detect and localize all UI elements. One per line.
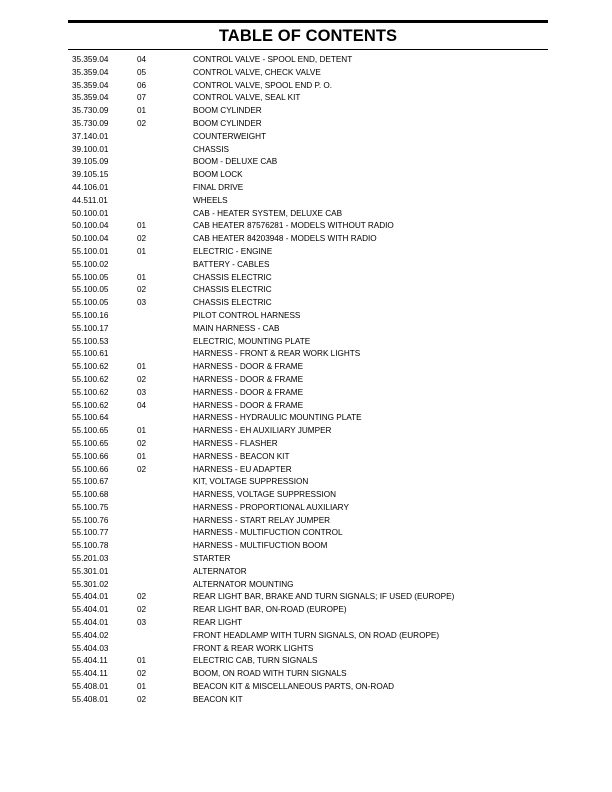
sub-number: 01 <box>137 272 147 282</box>
toc-entry <box>0 272 612 285</box>
entry-description: ALTERNATOR MOUNTING <box>193 579 294 589</box>
toc-entry <box>0 348 612 361</box>
toc-entry <box>0 579 612 592</box>
entry-description: CAB HEATER 87576281 - MODELS WITHOUT RADIO <box>193 221 394 231</box>
toc-entry <box>0 310 612 323</box>
entry-description: CONTROL VALVE - SPOOL END, DETENT <box>193 55 353 64</box>
section-code: 35.359.04 <box>72 67 109 77</box>
entry-description: HARNESS - EU ADAPTER <box>193 464 292 474</box>
entry-description: BOOM LOCK <box>193 170 243 180</box>
entry-description: HARNESS - PROPORTIONAL AUXILIARY <box>193 502 349 512</box>
entry-description: HARNESS - DOOR & FRAME <box>193 374 304 384</box>
toc-entry <box>0 208 612 221</box>
section-code: 55.100.62 <box>72 374 109 384</box>
toc-entry <box>0 80 612 93</box>
toc-entry <box>0 668 612 681</box>
toc-entry <box>0 54 612 67</box>
toc-entry <box>0 169 612 182</box>
section-code: 55.100.76 <box>72 515 109 525</box>
sub-number: 03 <box>137 387 147 397</box>
toc-entry <box>0 515 612 528</box>
toc-entry <box>0 681 612 694</box>
entry-description: PILOT CONTROL HARNESS <box>193 310 301 320</box>
toc-entry <box>0 220 612 233</box>
entry-description: REAR LIGHT BAR, BRAKE AND TURN SIGNALS; IF USED (EUROPE) <box>193 592 455 602</box>
entry-description: CONTROL VALVE, SPOOL END P. O. <box>193 80 333 90</box>
section-code: 55.404.11 <box>72 669 108 679</box>
toc-entry <box>0 144 612 157</box>
section-code: 55.100.17 <box>72 323 109 333</box>
section-code: 35.730.09 <box>72 106 109 116</box>
section-code: 44.511.01 <box>72 195 108 205</box>
entry-description: ELECTRIC, MOUNTING PLATE <box>193 336 311 346</box>
toc-entry <box>0 464 612 477</box>
entry-description: ALTERNATOR <box>193 566 247 576</box>
entry-description: FINAL DRIVE <box>193 182 244 192</box>
entry-description: BEACON KIT & MISCELLANEOUS PARTS, ON-ROAD <box>193 682 395 692</box>
section-code: 55.100.66 <box>72 451 109 461</box>
entry-description: REAR LIGHT BAR, ON-ROAD (EUROPE) <box>193 605 347 615</box>
section-code: 55.404.11 <box>72 656 108 666</box>
entry-description: HARNESS - START RELAY JUMPER <box>193 515 331 525</box>
section-code: 55.100.16 <box>72 310 109 320</box>
sub-number: 01 <box>137 362 147 372</box>
toc-entry <box>0 540 612 553</box>
sub-number: 01 <box>137 221 147 231</box>
toc-entry <box>0 655 612 668</box>
entry-description: BOOM, ON ROAD WITH TURN SIGNALS <box>193 669 347 679</box>
toc-entry <box>0 604 612 617</box>
sub-number: 02 <box>137 234 147 244</box>
entry-description: HARNESS, VOLTAGE SUPPRESSION <box>193 490 337 500</box>
section-code: 55.100.65 <box>72 426 109 436</box>
entry-description: BOOM - DELUXE CAB <box>193 157 278 167</box>
sub-number: 01 <box>137 246 147 256</box>
toc-entry <box>0 553 612 566</box>
toc-entry <box>0 361 612 374</box>
toc-entry <box>0 489 612 502</box>
sub-number: 02 <box>137 285 147 295</box>
section-code: 55.301.01 <box>72 566 109 576</box>
sub-number: 07 <box>137 93 147 103</box>
entry-description: HARNESS - BEACON KIT <box>193 451 290 461</box>
section-code: 55.404.02 <box>72 630 109 640</box>
toc-entry <box>0 527 612 540</box>
sub-number: 02 <box>137 694 147 704</box>
entry-description: HARNESS - EH AUXILIARY JUMPER <box>193 426 332 436</box>
sub-number: 04 <box>137 55 147 64</box>
toc-entry <box>0 425 612 438</box>
toc-entry <box>0 451 612 464</box>
section-code: 55.404.01 <box>72 592 109 602</box>
section-code: 55.301.02 <box>72 579 109 589</box>
sub-number: 01 <box>137 451 147 461</box>
sub-number: 06 <box>137 80 147 90</box>
section-code: 55.100.67 <box>72 477 109 487</box>
section-code: 35.359.04 <box>72 80 109 90</box>
toc-entry <box>0 323 612 336</box>
toc-entry <box>0 387 612 400</box>
sub-number: 01 <box>137 682 147 692</box>
entry-description: HARNESS - FLASHER <box>193 438 278 448</box>
entry-description: CHASSIS ELECTRIC <box>193 298 272 308</box>
section-code: 55.100.62 <box>72 387 109 397</box>
entry-description: FRONT HEADLAMP WITH TURN SIGNALS, ON ROAD (EUROPE) <box>193 630 440 640</box>
toc-entry <box>0 131 612 144</box>
section-code: 55.100.02 <box>72 259 109 269</box>
sub-number: 02 <box>137 605 147 615</box>
section-code: 35.730.09 <box>72 118 109 128</box>
sub-number: 04 <box>137 400 147 410</box>
section-code: 55.100.62 <box>72 400 109 410</box>
sub-number: 01 <box>137 106 147 116</box>
entry-description: CAB HEATER 84203948 - MODELS WITH RADIO <box>193 234 377 244</box>
section-code: 55.100.05 <box>72 285 109 295</box>
entry-description: CONTROL VALVE, SEAL KIT <box>193 93 301 103</box>
section-code: 55.100.01 <box>72 246 109 256</box>
toc-entry <box>0 591 612 604</box>
entry-description: BOOM CYLINDER <box>193 118 262 128</box>
section-code: 50.100.01 <box>72 208 109 218</box>
toc-entry <box>0 67 612 80</box>
entry-description: BATTERY - CABLES <box>193 259 270 269</box>
section-code: 55.100.62 <box>72 362 109 372</box>
entry-description: WHEELS <box>193 195 228 205</box>
section-code: 44.106.01 <box>72 182 109 192</box>
entry-description: CAB - HEATER SYSTEM, DELUXE CAB <box>193 208 343 218</box>
section-code: 55.404.01 <box>72 605 109 615</box>
toc-entry <box>0 617 612 630</box>
section-code: 55.100.65 <box>72 438 109 448</box>
section-code: 55.100.66 <box>72 464 109 474</box>
entry-description: BEACON KIT <box>193 694 243 704</box>
toc-entry <box>0 92 612 105</box>
section-code: 55.408.01 <box>72 694 109 704</box>
toc-entry <box>0 105 612 118</box>
section-code: 55.100.77 <box>72 528 109 538</box>
section-code: 35.359.04 <box>72 55 109 64</box>
entry-description: HARNESS - DOOR & FRAME <box>193 400 304 410</box>
sub-number: 03 <box>137 298 147 308</box>
toc-entry <box>0 284 612 297</box>
sub-number: 02 <box>137 118 147 128</box>
section-code: 55.100.75 <box>72 502 109 512</box>
section-code: 50.100.04 <box>72 221 109 231</box>
entry-description: HARNESS - DOOR & FRAME <box>193 362 304 372</box>
entry-description: ELECTRIC - ENGINE <box>193 246 273 256</box>
toc-entry <box>0 336 612 349</box>
sub-number: 02 <box>137 592 147 602</box>
toc-entry <box>0 694 612 707</box>
section-code: 55.100.05 <box>72 298 109 308</box>
entry-description: KIT, VOLTAGE SUPPRESSION <box>193 477 309 487</box>
section-code: 55.404.01 <box>72 618 109 628</box>
entry-description: HARNESS - MULTIFUCTION BOOM <box>193 541 328 551</box>
toc-entry <box>0 400 612 413</box>
toc-entry <box>0 412 612 425</box>
section-code: 39.105.15 <box>72 170 109 180</box>
toc-entry <box>0 630 612 643</box>
toc-entry <box>0 156 612 169</box>
toc-entry <box>0 195 612 208</box>
entry-description: BOOM CYLINDER <box>193 106 262 116</box>
section-code: 39.105.09 <box>72 157 109 167</box>
toc-entry <box>0 374 612 387</box>
toc-list <box>0 54 612 707</box>
toc-entry <box>0 233 612 246</box>
page-title: TABLE OF CONTENTS <box>218 27 398 45</box>
sub-number: 02 <box>137 464 147 474</box>
toc-entry <box>0 246 612 259</box>
section-code: 55.100.53 <box>72 336 109 346</box>
section-code: 55.100.64 <box>72 413 109 423</box>
entry-description: HARNESS - FRONT & REAR WORK LIGHTS <box>193 349 361 359</box>
entry-description: CHASSIS ELECTRIC <box>193 285 272 295</box>
sub-number: 02 <box>137 374 147 384</box>
sub-number: 01 <box>137 656 147 666</box>
entry-description: HARNESS - DOOR & FRAME <box>193 387 304 397</box>
entry-description: COUNTERWEIGHT <box>193 131 267 141</box>
sub-number: 02 <box>137 438 147 448</box>
section-code: 55.201.03 <box>72 554 109 564</box>
toc-entry <box>0 566 612 579</box>
toc-entry <box>0 502 612 515</box>
sub-number: 01 <box>137 426 147 436</box>
section-code: 55.100.68 <box>72 490 109 500</box>
toc-entry <box>0 476 612 489</box>
toc-entry <box>0 259 612 272</box>
section-code: 55.100.05 <box>72 272 109 282</box>
section-code: 35.359.04 <box>72 93 109 103</box>
sub-number: 02 <box>137 669 147 679</box>
section-code: 55.404.03 <box>72 643 109 653</box>
entry-description: CHASSIS ELECTRIC <box>193 272 272 282</box>
title-rule <box>68 49 548 50</box>
top-rule <box>68 20 548 23</box>
entry-description: REAR LIGHT <box>193 618 243 628</box>
entry-description: ELECTRIC CAB, TURN SIGNALS <box>193 656 318 666</box>
section-code: 39.100.01 <box>72 144 109 154</box>
sub-number: 05 <box>137 67 147 77</box>
section-code: 37.140.01 <box>72 131 109 141</box>
toc-entry <box>0 297 612 310</box>
toc-entry <box>0 438 612 451</box>
entry-description: MAIN HARNESS - CAB <box>193 323 280 333</box>
section-code: 55.100.78 <box>72 541 109 551</box>
sub-number: 03 <box>137 618 147 628</box>
section-code: 55.408.01 <box>72 682 109 692</box>
entry-description: CHASSIS <box>193 144 229 154</box>
entry-description: FRONT & REAR WORK LIGHTS <box>193 643 314 653</box>
entry-description: HARNESS - MULTIFUCTION CONTROL <box>193 528 343 538</box>
toc-entry <box>0 182 612 195</box>
entry-description: CONTROL VALVE, CHECK VALVE <box>193 67 321 77</box>
entry-description: HARNESS - HYDRAULIC MOUNTING PLATE <box>193 413 362 423</box>
section-code: 55.100.61 <box>72 349 109 359</box>
toc-entry <box>0 643 612 656</box>
section-code: 50.100.04 <box>72 234 109 244</box>
entry-description: STARTER <box>193 554 231 564</box>
toc-entry <box>0 118 612 131</box>
